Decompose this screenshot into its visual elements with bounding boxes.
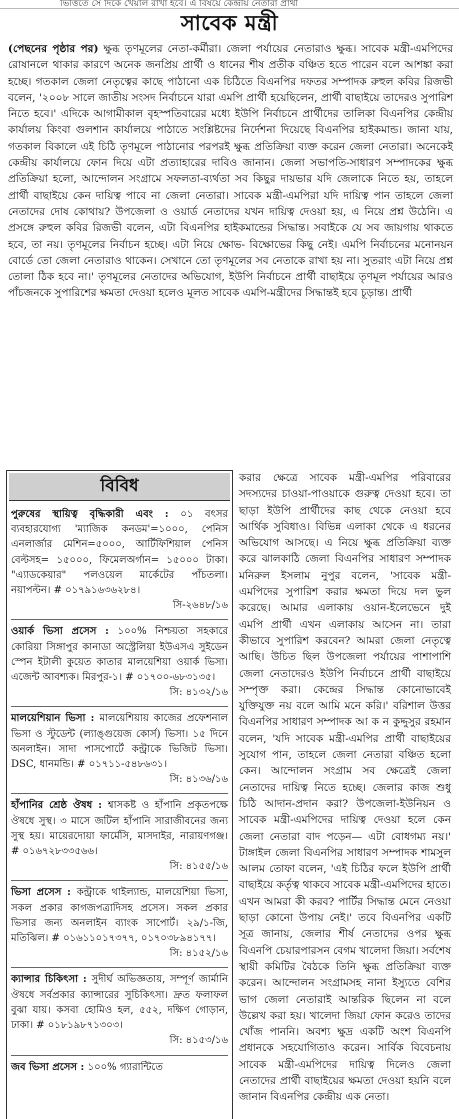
- ad-body: সুদীর্ঘ অভিজ্ঞতায়, সম্পূর্ণ জার্মানি ঔষধে সর্বপ্রকার ক্যান্সারের সুচিকিৎসা। দ্রুত ফলাফল বুঝা যায়। কসবা হোমিও হল, ৫৫২, দক্ষিণ গোড়ান, ঢাকা। # ০১৮১৯৮৭১৩০৩।: [11, 974, 228, 1032]
- classified-ad: [7, 1060, 232, 1079]
- article-headline: সাবেক মন্ত্রী: [180, 11, 279, 35]
- classified-ad: [7, 507, 232, 617]
- classified-ad: [7, 624, 232, 704]
- ad-body: ১০০% গ্যারান্টিতে: [87, 1061, 163, 1073]
- ad-separator: [11, 619, 228, 620]
- ad-body: শ্বাসকষ্ট ও হাঁপানি প্রকৃতপক্ষে ঔষধে সুস্থ। ৩ মাসে জটিল হাঁপানি সারাজীবনের জন্য সুস্থ হয়। মায়েরদোয়া ফার্মেসি, মাসদাইর, নারায়ণগঞ্জ। # ০১৬৭২৮৩৩৫৬৬।: [11, 800, 228, 858]
- ad-body: মালয়েশিয়ায় কাজের প্রফেশনাল ভিসা ও স্টুডেন্ট (ল্যাঙ্গুয়েজ কোর্স) ভিসা। ১৫ দিনে অনলাইন। সাদা পাসপোর্টে কন্ট্রাকে ভিজিট ভিসা। DSC, ধানমন্ডি। # ০১৭১১-৫৪৮৬৩১।: [11, 713, 228, 771]
- ad-title: ভিসা প্রসেস :: [11, 887, 77, 899]
- classifieds-header: বিবিধ: [9, 473, 230, 501]
- classified-ad: [7, 885, 232, 965]
- classified-ad: [7, 798, 232, 878]
- classified-ad: [7, 711, 232, 791]
- ad-code: সি: ৪১৫৩/১৬: [169, 1035, 228, 1047]
- ad-body: কন্ট্রাকে থাইল্যান্ড, মালয়েশিয়া ভিসা, সকল প্রকার কাগজপত্রাদিসহ প্রসেস। সকল প্রকার ভিসার জন্য অনলাইন ব্যাংক সাপোর্ট। ২৯/১-জি, মতিঝিল। # ০১৬১১০১৭৩৭৭, ০১৭০৩৮৯৪১৭৭।: [11, 887, 228, 945]
- ad-separator: [11, 880, 228, 881]
- lower-columns: [0, 470, 459, 1119]
- ad-title: ওয়ার্ক ভিসা প্রসেস :: [11, 626, 118, 638]
- previous-article-cutoff: ভিত্তিতে সে দিকে খেয়াল রাখা হবে। এ বিষয়ে কেন্দ্রীয় নেতারা প্রার্থী: [0, 0, 459, 9]
- ad-body: ১০০% নিশ্চয়তা সহকারে কোরিয়া সিঙ্গাপুর কানাডা অস্ট্রেলিয়া ইউএসএ সুইডেন স্পেন ইটালী কুয়েত কাতার মালয়েশিয়া ওয়ার্ক ভিসা। এজেন্ট আবশ্যক। মিরপুর-১। # ০১৭০০-৬৮৩১৩৫।: [11, 626, 228, 684]
- ad-title: মালয়েশিয়ান ভিসা :: [11, 713, 100, 725]
- ad-title: জব ভিসা প্রসেস :: [11, 1061, 88, 1073]
- ad-separator: [11, 967, 228, 968]
- article-body-top: [0, 41, 459, 469]
- ad-title: হাঁপানির শ্রেষ্ঠ ঔষধ :: [11, 800, 108, 812]
- continued-from-label: (পেছনের পৃষ্ঠার পর): [8, 43, 99, 55]
- ad-body: ০১ বৎসর ব্যবহারযোগ্য 'ম্যাজিক কনডম'=১০০০, পেনিস এনলার্জার মেশিন=৫০০০, আর্টিফিশিয়াল পেনিস বেল্টসহ= ১৫০০০, ফিমেলঅর্গান= ১৫০০০ টাকা। "এ্যাডকেয়ার" পলওয়েল মার্কেটের পাঁচতলা। নয়াপল্টন। # ০১৭৯১৬৩৬২৮৪।: [11, 509, 228, 597]
- ad-separator: [11, 1055, 228, 1056]
- ad-title: পুরুষের স্থায়িত্ব বৃদ্ধিকারী এবং :: [11, 509, 181, 520]
- ad-code: সি: ৪১৩৬/১৬: [169, 774, 228, 786]
- ad-code: সি: ৪১৫২/১৬: [169, 948, 228, 960]
- ad-code: সি: ৪১৩২/১৬: [169, 687, 228, 699]
- ad-separator: [11, 706, 228, 707]
- ad-code: সি-২৬৪৮/১৬: [172, 600, 228, 612]
- article-body-continued: করার ক্ষেত্রে সাবেক মন্ত্রী-এমপির পরিবারের সদস্যদের চাওয়া-পাওয়াকে গুরুত্ব দেওয়া হবে। তা ছাড়া ইউপি প্রার্থীদের কাছ থেকে নেওয়া হবে আর্থিক সুবিধাও। বিভিন্ন এলাকা থেকে এ ধরনের অভিযোগ আসছে। এ নিয়ে ক্ষুব্ধ প্রতিক্রিয়া ব্যক্ত করে ঝালকাঠি জেলা বিএনপির সাধারণ সম্পাদক মনিরুল ইসলাম নুপুর বলেন, 'সাবেক মন্ত্রী-এমপিদের সুপারিশ করার ক্ষমতা দিয়ে দল ভুল করেছে। আমার এলাকায় ওয়ান-ইলেভেনে দুই এমপি প্রার্থী এখন এলাকায় আসেন না। তারা কীভাবে সুপারিশ করবেন? আমরা জেলা নেতৃত্বে আছি। উচিত ছিল উপজেলা পর্যায়ের পাশাপাশি জেলা নেতাদেরও ইউপি নির্বাচনে প্রার্থী বাছাইয়ে সম্পৃক্ত করা। কেন্দ্রের সিদ্ধান্ত কোনোভাবেই যুক্তিযুক্ত নয় বলে আমি মনে করি।' বরিশাল উত্তর বিএনপির সাধারণ সম্পাদক আ ক ন কুদ্দুসুর রহমান বলেন, 'যদি সাবেক মন্ত্রী-এমপির প্রার্থী বাছাইয়ের সুযোগ পান, তাহলে জেলা নেতারা বঞ্চিত হলো কেন। আন্দোলন সংগ্রাম সব ক্ষেত্রেই জেলা নেতাদের দায়িত্ব নিতে হচ্ছে। জেলার কাজ শুধু চিঠি আদান-প্রদান করা? উপজেলা-ইউনিয়ন ও সাবেক মন্ত্রী-এমপিদের দায়িত্ব দেওয়া হলে কেন জেলা নেতারা বাদ পড়েন— এটা বোধগম্য নয়।' টাঙ্গাইল জেলা বিএনপির সাধারণ সম্পাদক শামসুল আলম তোফা বলেন, 'এই চিঠির ফলে ইউপি প্রার্থী বাছাইয়ে কর্তৃত্ব থাকবে সাবেক মন্ত্রী-এমপিদের হাতে। এখন আমরা কী করব? পার্টির সিদ্ধান্ত মেনে নেওয়া ছাড়া কোনো উপায় নেই।' তবে বিএনপির একটি সূত্র জানায়, জেলার শীর্ষ নেতাদের ওপর ক্ষুব্ধ বিএনপি চেয়ারপারসন বেগম খালেদা জিয়া। সর্বশেষ স্থায়ী কমিটির বৈঠকে তিনি ক্ষুব্ধ প্রতিক্রিয়া ব্যক্ত করেন। আন্দোলন সংগ্রামসহ নানা ইস্যুতে বেশির ভাগ জেলা নেতারাই আন্তরিক ছিলেন না বলে উল্লেখ করা হয়। খালেদা জিয়া ফোন করেও তাদের খোঁজ পাননি। অবশ্য ক্ষুদ্র একটি অংশ বিএনপি প্রধানকে সহযোগিতাও করেন। সার্বিক বিবেচনায় সাবেক মন্ত্রী-এমপিদের দায়িত্ব দিলেও জেলা নেতাদের প্রার্থী বাছাইয়ের ক্ষমতা দেওয়া হয়নি বলে জানান বিএনপির কেন্দ্রীয় এক নেতা।: [239, 472, 451, 1104]
- article-paragraph: ক্ষুব্ধ তৃণমূলের নেতা-কর্মীরা। জেলা পর্যায়ের নেতারাও ক্ষুব্ধ। সাবেক মন্ত্রী-এমপিদের রোষানলে থাকার কারণে অনেক জনপ্রিয় প্রার্থী ও ধানের শীষ প্রতীক বঞ্চিত হতে পারেন বলে আশঙ্কা করা হচ্ছে। গতকাল জেলা নেতৃত্বের কাছে পাঠানো এক চিঠিতে বিএনপির দফতর সম্পাদক রুহুল কবির রিজভী বলেন, '২০০৮ সালে জাতীয় সংসদ নির্বাচনে যারা এমপি প্রার্থী হয়েছিলেন, প্রার্থী বাছাইয়ে তাদেরও সুপারিশ নিতে হবে।' এদিকে আগামীকাল বৃহস্পতিবারের মধ্যে ইউপি নির্বাচনে প্রার্থীদের তালিকা বিএনপির কেন্দ্রীয় কার্যালয় কিংবা গুলশান কার্যালয়ে পাঠাতে সংশ্লিষ্টদের নির্দেশনা দিয়েছে বিএনপির হাইকমান্ড। জানা যায়, গতকাল বিকালে এই চিঠি তৃণমূলে পাঠানোর পরপরই ক্ষুব্ধ প্রতিক্রিয়া ব্যক্ত করেন জেলা নেতারা। অনেকেই কেন্দ্রীয় কার্যালয়ে ফোন দিয়ে এটা প্রত্যাহারের দাবিও জানান। জেলা সভাপতি-সাধারণ সম্পাদকের ক্ষুব্ধ প্রতিক্রিয়া হলো, আন্দোলন সংগ্রামে সফলতা-ব্যর্থতা সব কিছুর দায়ভার যদি জেলাকে নিতে হয়, তাহলে প্রার্থী বাছাইয়ে কেন দায়িত্ব পাবে না জেলা নেতারা। সাবেক মন্ত্রী-এমপিরা যদি দায়িত্ব পান তাহলে জেলা নেতাদের দোষ কোথায়? উপজেলা ও ওয়ার্ড নেতাদের যখন দায়িত্ব দেওয়া হয়, এ নিয়ে প্রশ্ন উঠেনি। এ প্রসঙ্গে রুহুল কবির রিজভী বলেন, এটা বিএনপির হাইকমান্ডের সিদ্ধান্ত। সবাইকে যে সব জায়গায় থাকতে হবে, তা নয়। তৃণমূলের নির্বাচন হচ্ছে। এটা নিয়ে ক্ষোভ- বিক্ষোভের কিছু নেই। এমপি নির্বাচনের মনোনয়ন বোর্ডে তো জেলা নেতারাও থাকেন। সেখানে তো তৃণমূলের সব নেতাকে রাখা হয় না। সুতরাং এটা নিয়ে প্রশ্ন তোলা ঠিক হবে না।' তৃণমূলের নেতাদের অভিযোগ, ইউপি নির্বাচনে প্রার্থী বাছাইয়ে তৃণমূল পর্যায়ের আরও পাঁচজনকে সুপারিশের ক্ষমতা দেওয়া হলেও মূলত সাবেক এমপি-মন্ত্রীদের সিদ্ধান্তই হবে চূড়ান্ত। প্রার্থী: [8, 43, 453, 300]
- classified-ads-list: [7, 507, 232, 1079]
- ad-separator: [11, 793, 228, 794]
- classified-ad: [7, 972, 232, 1052]
- ad-code: সি: ৪১৫৫/১৬: [169, 861, 228, 873]
- ad-title: ক্যান্সার চিকিৎসা :: [11, 974, 92, 986]
- classifieds-section: [6, 470, 233, 1119]
